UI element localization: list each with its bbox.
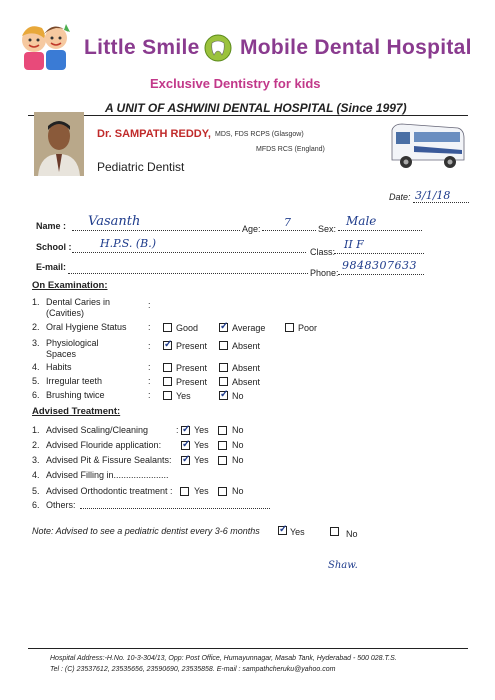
exam-option-checkbox[interactable] bbox=[163, 391, 172, 400]
treatment-item-label: Advised Flouride application: bbox=[46, 440, 162, 450]
exam-option-checkbox[interactable] bbox=[219, 377, 228, 386]
unit-line: A UNIT OF ASHWINI DENTAL HOSPITAL (Since 1997) bbox=[105, 101, 407, 115]
treatment-yes-checkbox[interactable] bbox=[181, 426, 190, 435]
treatment-yes-checkbox[interactable] bbox=[180, 487, 189, 496]
treatment-yes-label: Yes bbox=[194, 425, 209, 435]
check-icon: ✓ bbox=[164, 339, 173, 350]
exam-option-label: Absent bbox=[232, 341, 261, 351]
phone-label: Phone: bbox=[310, 268, 339, 278]
check-icon: ✓ bbox=[220, 321, 229, 332]
check-icon: ✓ bbox=[182, 454, 191, 465]
check-icon: ✓ bbox=[220, 389, 229, 400]
footer-contact: Tel : (C) 23537612, 23535656, 23590690, 23535858. E-mail : sampathcheruku@yahoo.com bbox=[50, 666, 336, 673]
exam-option-label: Yes bbox=[176, 391, 191, 401]
exam-item-colon: : bbox=[148, 322, 151, 332]
exam-option-label: Present bbox=[176, 377, 208, 387]
date-field[interactable] bbox=[389, 189, 469, 203]
exam-option-label: Good bbox=[176, 323, 199, 333]
treatment-item-number: 5. bbox=[32, 486, 40, 496]
exam-item-label: Oral Hygiene Status bbox=[46, 322, 127, 332]
treatment-no-checkbox[interactable] bbox=[218, 441, 227, 450]
examination-heading: On Examination: bbox=[32, 280, 108, 291]
mobile-van-image bbox=[388, 120, 466, 172]
treatment-item-number: 6. bbox=[32, 500, 40, 510]
treatment-no-label: No bbox=[232, 486, 244, 496]
exam-option-label: No bbox=[232, 391, 244, 401]
exam-option-label: Absent bbox=[232, 363, 261, 373]
exam-item-colon: : bbox=[148, 362, 151, 372]
treatment-no-label: No bbox=[232, 440, 244, 450]
treatment-item-colon: : bbox=[176, 425, 179, 435]
treatment-yes-label: Yes bbox=[194, 455, 209, 465]
others-field[interactable] bbox=[80, 508, 270, 509]
doctor-name: Dr. SAMPATH REDDY, bbox=[97, 128, 211, 140]
treatment-item-number: 1. bbox=[32, 425, 40, 435]
note-no-label: No bbox=[346, 529, 358, 539]
doctor-qualifications-2: MFDS RCS (England) bbox=[256, 146, 325, 153]
class-value: II F bbox=[344, 238, 364, 251]
exam-option-checkbox[interactable] bbox=[163, 323, 172, 332]
treatment-no-label: No bbox=[232, 425, 244, 435]
phone-value: 9848307633 bbox=[342, 259, 417, 272]
exam-option-checkbox[interactable] bbox=[219, 323, 228, 332]
exam-item-number: 4. bbox=[32, 362, 40, 372]
name-label: Name : bbox=[36, 221, 67, 231]
treatment-item-number: 4. bbox=[32, 470, 40, 480]
check-icon: ✓ bbox=[182, 424, 191, 435]
age-label: Age: bbox=[242, 224, 261, 234]
exam-item-label: Dental Caries in bbox=[46, 297, 111, 307]
exam-item-number: 2. bbox=[32, 322, 40, 332]
exam-option-label: Present bbox=[176, 341, 208, 351]
exam-item-colon: : bbox=[148, 390, 151, 400]
note-yes-checkbox[interactable] bbox=[278, 526, 287, 535]
exam-item-label: Brushing twice bbox=[46, 390, 105, 400]
note-yes-label: Yes bbox=[290, 527, 305, 537]
exam-option-checkbox[interactable] bbox=[163, 341, 172, 350]
exam-option-label: Present bbox=[176, 363, 208, 373]
subtitle: Exclusive Dentistry for kids bbox=[150, 76, 321, 91]
tooth-logo bbox=[203, 33, 233, 63]
exam-item-colon: : bbox=[148, 300, 151, 310]
date-label: Date: bbox=[389, 192, 411, 202]
doctor-role: Pediatric Dentist bbox=[97, 160, 185, 174]
exam-option-checkbox[interactable] bbox=[163, 363, 172, 372]
class-label: Class: bbox=[310, 247, 336, 257]
exam-item-label-2: (Cavities) bbox=[46, 308, 85, 318]
exam-item-label: Physiological bbox=[46, 338, 99, 348]
sex-value: Male bbox=[346, 214, 377, 228]
treatment-no-checkbox[interactable] bbox=[218, 456, 227, 465]
sex-label: Sex: bbox=[318, 224, 337, 234]
exam-item-label: Irregular teeth bbox=[46, 376, 103, 386]
treatment-item-label: Others: bbox=[46, 500, 76, 510]
check-icon: ✓ bbox=[182, 439, 191, 450]
treatment-yes-checkbox[interactable] bbox=[181, 456, 190, 465]
treatment-no-label: No bbox=[232, 455, 244, 465]
treatment-item-label: Advised Scaling/Cleaning bbox=[46, 425, 149, 435]
exam-option-checkbox[interactable] bbox=[219, 391, 228, 400]
exam-item-number: 6. bbox=[32, 390, 40, 400]
treatment-item-label: Advised Filling in...................... bbox=[46, 470, 169, 480]
exam-option-label: Absent bbox=[232, 377, 261, 387]
treatment-no-checkbox[interactable] bbox=[218, 426, 227, 435]
treatment-yes-label: Yes bbox=[194, 486, 209, 496]
header-divider bbox=[28, 115, 468, 116]
exam-option-checkbox[interactable] bbox=[219, 341, 228, 350]
hospital-title-right: Mobile Dental Hospital bbox=[240, 36, 472, 59]
exam-option-checkbox[interactable] bbox=[219, 363, 228, 372]
exam-item-number: 3. bbox=[32, 338, 40, 348]
exam-item-label: Habits bbox=[46, 362, 72, 372]
school-label: School : bbox=[36, 242, 72, 252]
name-value: Vasanth bbox=[88, 214, 141, 229]
exam-item-colon: : bbox=[148, 376, 151, 386]
treatment-yes-checkbox[interactable] bbox=[181, 441, 190, 450]
treatment-heading: Advised Treatment: bbox=[32, 406, 121, 417]
treatment-yes-label: Yes bbox=[194, 440, 209, 450]
treatment-no-checkbox[interactable] bbox=[218, 487, 227, 496]
exam-option-label: Poor bbox=[298, 323, 318, 333]
treatment-item-label: Advised Pit & Fissure Sealants: bbox=[46, 455, 172, 465]
treatment-item-label: Advised Orthodontic treatment : bbox=[46, 486, 173, 496]
exam-item-label-2: Spaces bbox=[46, 349, 77, 359]
hospital-title-left: Little Smile bbox=[84, 36, 200, 59]
kids-logo bbox=[14, 18, 76, 76]
email-label: E-mail: bbox=[36, 262, 67, 272]
doctor-qualifications-1: MDS, FDS RCPS (Glasgow) bbox=[215, 131, 304, 138]
footer-address: Hospital Address:-H.No. 10-3-304/13, Opp: Post Office, Humayunnagar, Masab Tank, Hyderabad - 500 028.T.S. bbox=[50, 655, 397, 662]
signature: Shaw. bbox=[328, 560, 358, 571]
footer-divider bbox=[28, 648, 468, 649]
note-no-checkbox[interactable] bbox=[330, 527, 339, 536]
exam-item-number: 5. bbox=[32, 376, 40, 386]
note-text: Note: Advised to see a pediatric dentist every 3-6 months bbox=[32, 526, 260, 536]
exam-option-checkbox[interactable] bbox=[285, 323, 294, 332]
exam-option-checkbox[interactable] bbox=[163, 377, 172, 386]
school-value: H.P.S. (B.) bbox=[100, 237, 157, 250]
exam-item-colon: : bbox=[148, 341, 151, 351]
age-value: 7 bbox=[284, 216, 291, 229]
doctor-photo bbox=[34, 112, 84, 176]
date-value: 3/1/18 bbox=[415, 189, 451, 202]
email-field[interactable] bbox=[68, 261, 308, 274]
exam-item-number: 1. bbox=[32, 297, 40, 307]
check-icon: ✓ bbox=[279, 524, 288, 535]
treatment-item-number: 2. bbox=[32, 440, 40, 450]
treatment-item-number: 3. bbox=[32, 455, 40, 465]
exam-option-label: Average bbox=[232, 323, 266, 333]
